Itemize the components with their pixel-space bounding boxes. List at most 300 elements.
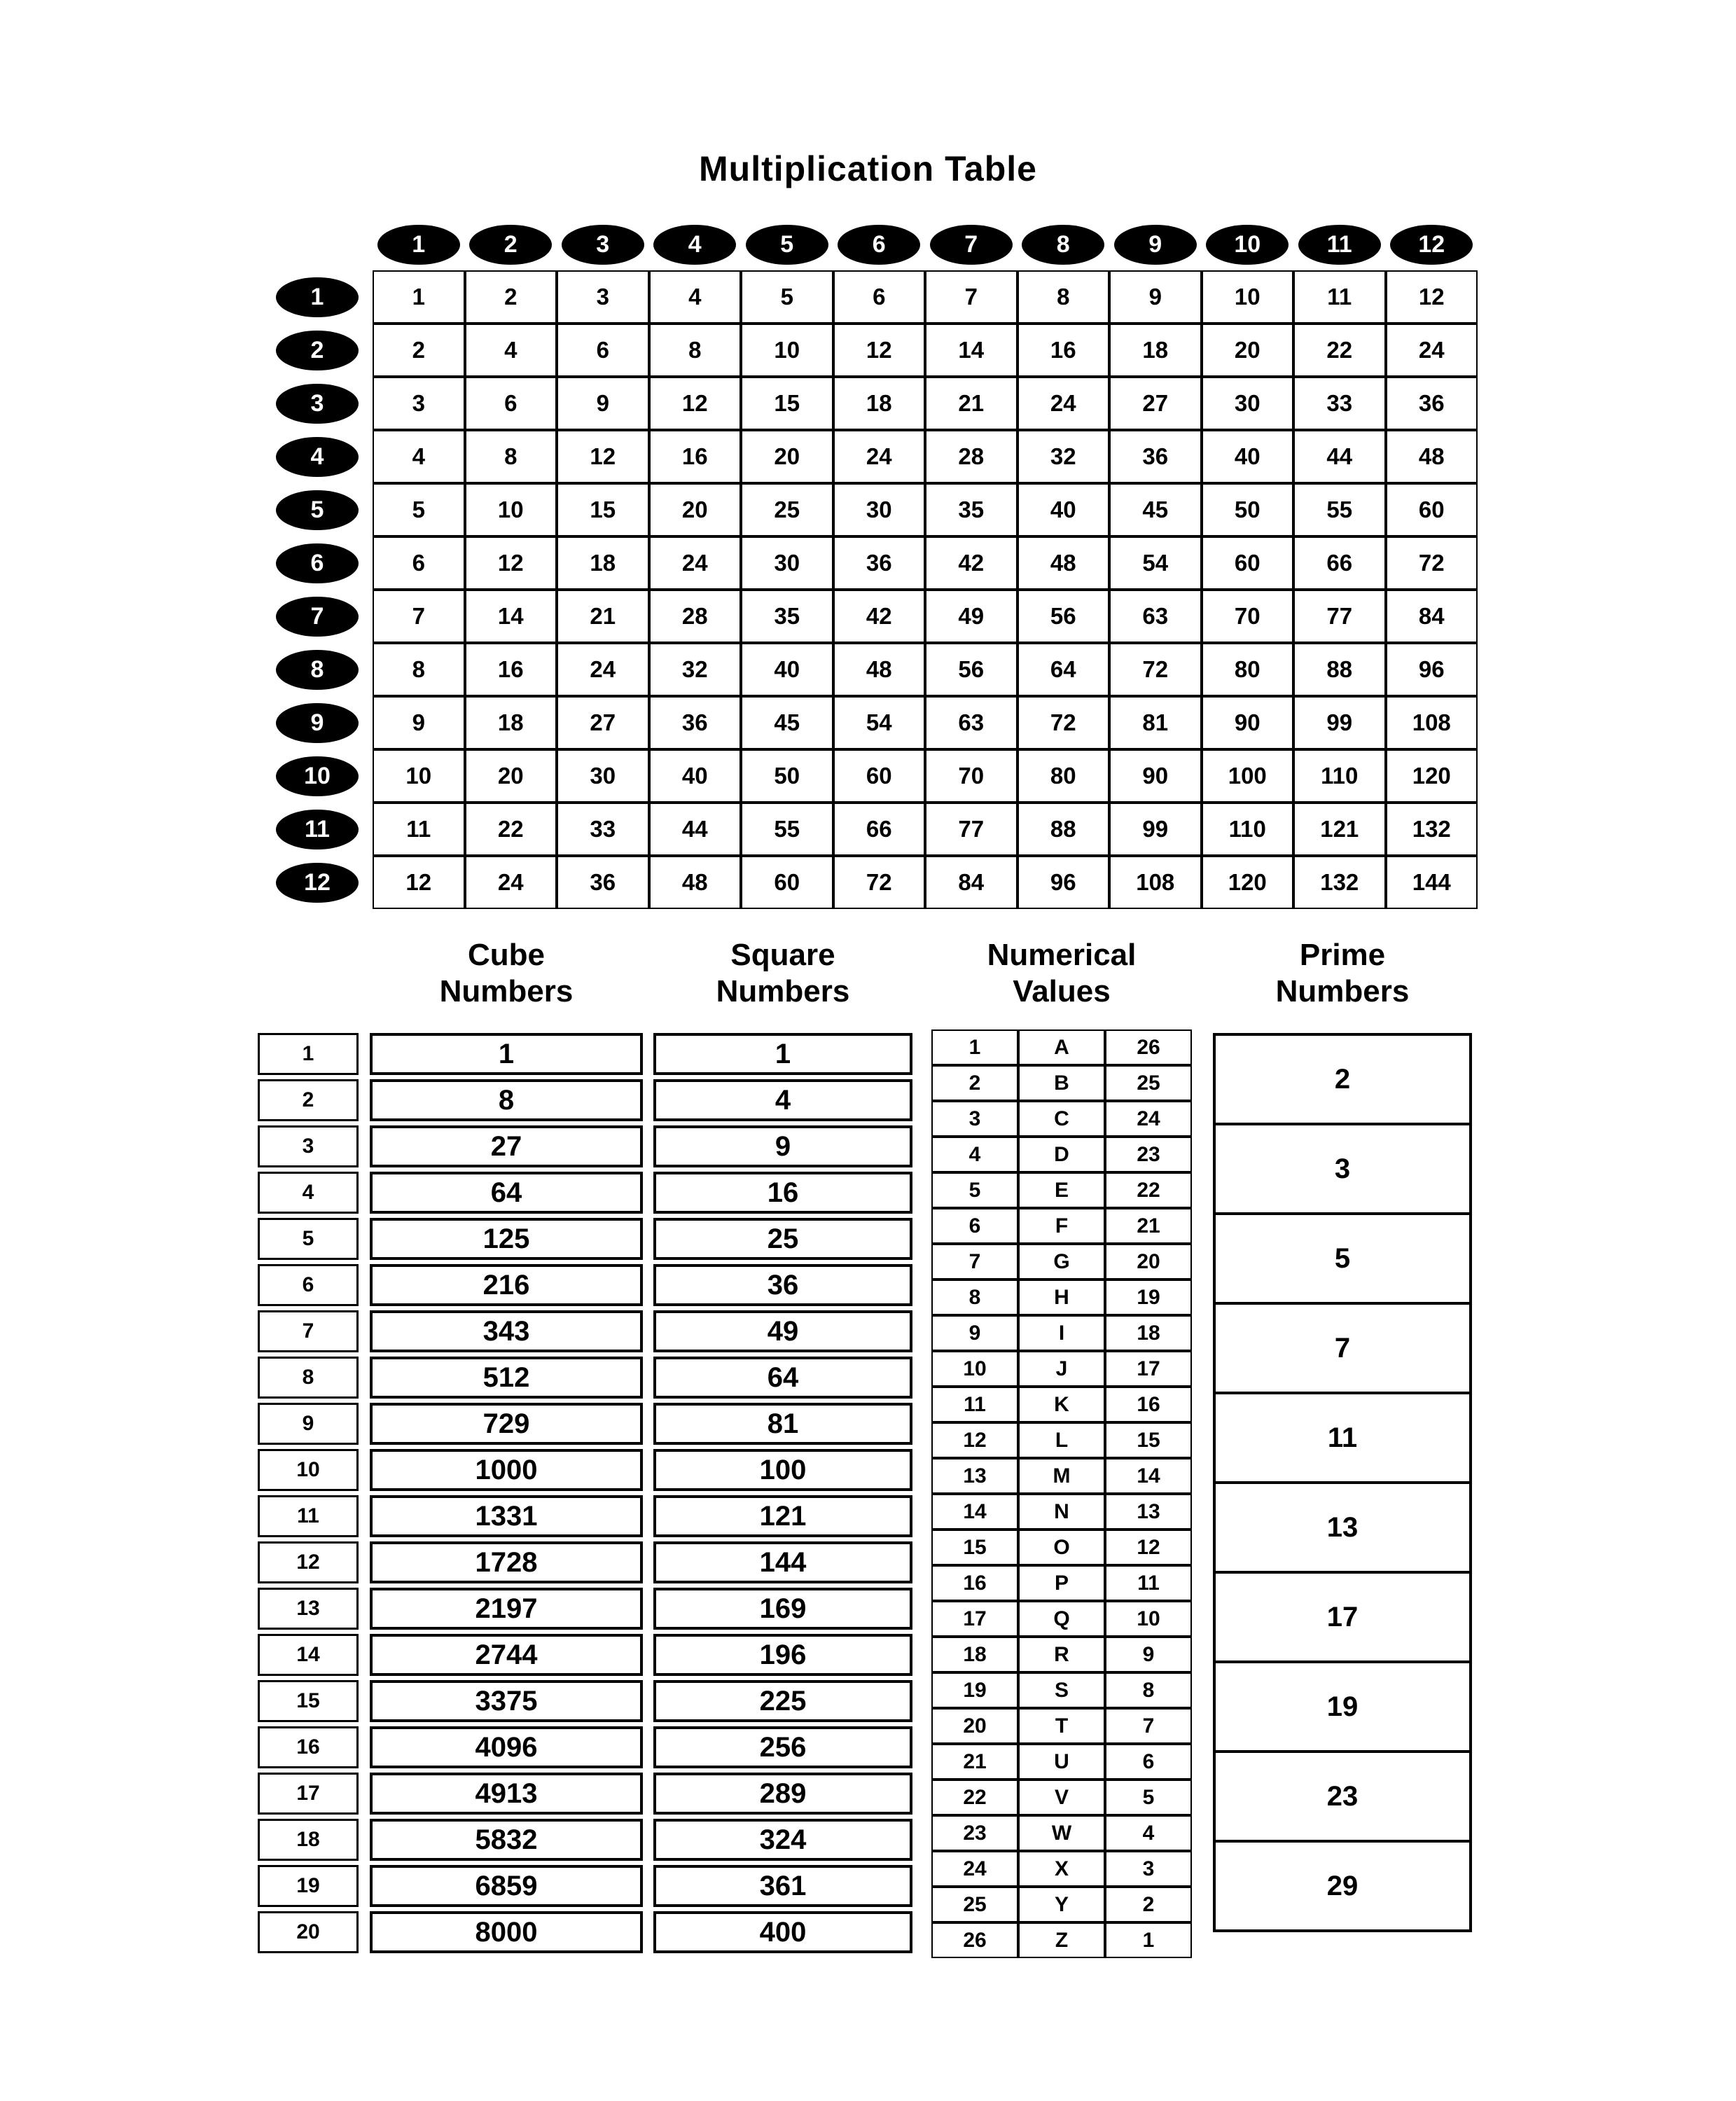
mult-cell: 16 (1018, 324, 1110, 377)
mult-cell: 5 (373, 483, 465, 536)
row-header-oval: 1 (276, 277, 359, 317)
mult-cell: 108 (1109, 856, 1202, 909)
index-cell: 1 (258, 1033, 359, 1075)
square-cell: 144 (653, 1541, 912, 1583)
numerical-cell: B (1018, 1065, 1105, 1101)
numerical-cell: 20 (1105, 1244, 1192, 1280)
numerical-cell: X (1018, 1851, 1105, 1887)
numerical-cell: 25 (931, 1887, 1018, 1922)
numerical-cell: J (1018, 1351, 1105, 1387)
numerical-cell: T (1018, 1708, 1105, 1744)
index-cell: 14 (258, 1634, 359, 1676)
index-cell: 4 (258, 1172, 359, 1214)
mult-cell: 14 (925, 324, 1018, 377)
mult-cell: 45 (741, 696, 833, 749)
row-header-oval: 7 (276, 597, 359, 637)
mult-cell: 9 (1109, 270, 1202, 324)
mult-cell: 9 (373, 696, 465, 749)
numerical-cell: 24 (931, 1851, 1018, 1887)
numerical-cell: 21 (931, 1744, 1018, 1780)
cube-numbers-header (370, 937, 643, 1010)
square-cell: 289 (653, 1773, 912, 1815)
mult-cell: 96 (1386, 643, 1478, 696)
numerical-cell: 4 (931, 1137, 1018, 1172)
index-cell: 12 (258, 1541, 359, 1583)
cube-cell: 2197 (370, 1588, 643, 1630)
row-header-oval: 10 (276, 756, 359, 796)
mult-cell: 40 (741, 643, 833, 696)
index-cell: 20 (258, 1911, 359, 1953)
row-oval-slot (265, 536, 370, 590)
mult-cell: 3 (557, 270, 649, 324)
square-cell: 324 (653, 1819, 912, 1861)
mult-cell: 48 (649, 856, 742, 909)
mult-cell: 12 (465, 536, 557, 590)
mult-cell: 32 (649, 643, 742, 696)
index-cell: 2 (258, 1079, 359, 1121)
col-header-oval: 12 (1390, 225, 1473, 265)
numerical-cell: 19 (1105, 1280, 1192, 1315)
prime-numbers-header (1213, 937, 1472, 1010)
prime-cell: 13 (1213, 1481, 1472, 1574)
numerical-cell: 10 (931, 1351, 1018, 1387)
mult-cell: 10 (741, 324, 833, 377)
cube-cell: 4096 (370, 1726, 643, 1768)
cube-cell: 216 (370, 1264, 643, 1306)
mult-cell: 24 (649, 536, 742, 590)
mult-cell: 45 (1109, 483, 1202, 536)
mult-cell: 10 (465, 483, 557, 536)
index-cell: 13 (258, 1588, 359, 1630)
row-oval-slot (265, 803, 370, 856)
page-title: Multiplication Table (699, 149, 1037, 188)
mult-cell: 27 (557, 696, 649, 749)
mult-cell: 56 (1018, 590, 1110, 643)
numerical-cell: 2 (931, 1065, 1018, 1101)
mult-cell: 99 (1109, 803, 1202, 856)
mult-cell: 84 (1386, 590, 1478, 643)
numerical-cell: 7 (1105, 1708, 1192, 1744)
numerical-cell: 12 (1105, 1530, 1192, 1565)
mult-cell: 44 (649, 803, 742, 856)
mult-cell: 88 (1018, 803, 1110, 856)
mult-cell: 72 (1386, 536, 1478, 590)
numerical-cell: 19 (931, 1672, 1018, 1708)
row-header-oval: 12 (276, 863, 359, 903)
mult-cell: 56 (925, 643, 1018, 696)
row-header-oval: 3 (276, 384, 359, 424)
cube-cell: 8000 (370, 1911, 643, 1953)
mult-cell: 16 (649, 430, 742, 483)
square-cell: 400 (653, 1911, 912, 1953)
row-header-oval: 11 (276, 810, 359, 850)
square-cell: 36 (653, 1264, 912, 1306)
numerical-cell: E (1018, 1172, 1105, 1208)
mult-cell: 55 (741, 803, 833, 856)
numerical-cell: F (1018, 1208, 1105, 1244)
mult-cell: 80 (1018, 749, 1110, 803)
mult-cell: 2 (465, 270, 557, 324)
cube-cell: 3375 (370, 1680, 643, 1722)
mult-cell: 10 (373, 749, 465, 803)
col-oval-slot (373, 221, 465, 268)
mult-cell: 6 (373, 536, 465, 590)
mult-cell: 21 (557, 590, 649, 643)
numerical-cell: 25 (1105, 1065, 1192, 1101)
mult-cell: 6 (557, 324, 649, 377)
col-header-oval: 3 (562, 225, 644, 265)
square-cell: 64 (653, 1357, 912, 1399)
square-header-line1: Square (730, 938, 835, 972)
mult-cell: 12 (557, 430, 649, 483)
mult-cell: 49 (925, 590, 1018, 643)
cube-numbers-column (370, 1033, 643, 1957)
mult-cell: 27 (1109, 377, 1202, 430)
mult-cell: 4 (649, 270, 742, 324)
cube-header-line1: Cube (468, 938, 545, 972)
numerical-cell: A (1018, 1029, 1105, 1065)
prime-cell: 11 (1213, 1392, 1472, 1484)
mult-cell: 40 (1018, 483, 1110, 536)
mult-cell: 24 (557, 643, 649, 696)
prime-header-line2: Numbers (1275, 973, 1410, 1008)
square-cell: 25 (653, 1218, 912, 1260)
col-header-oval: 8 (1022, 225, 1104, 265)
numerical-cell: C (1018, 1101, 1105, 1137)
square-cell: 100 (653, 1449, 912, 1491)
mult-cell: 54 (1109, 536, 1202, 590)
row-oval-slot (265, 643, 370, 696)
numerical-cell: U (1018, 1744, 1105, 1780)
mult-cell: 90 (1109, 749, 1202, 803)
mult-cell: 30 (833, 483, 926, 536)
mult-cell: 64 (1018, 643, 1110, 696)
mult-cell: 36 (1109, 430, 1202, 483)
mult-column-headers (373, 221, 1478, 268)
row-oval-slot (265, 483, 370, 536)
square-cell: 196 (653, 1634, 912, 1676)
numerical-cell: 13 (931, 1458, 1018, 1494)
mult-cell: 12 (649, 377, 742, 430)
col-oval-slot (1293, 221, 1386, 268)
cube-cell: 1331 (370, 1495, 643, 1537)
cube-cell: 343 (370, 1310, 643, 1352)
numerical-cell: 8 (931, 1280, 1018, 1315)
square-cell: 16 (653, 1172, 912, 1214)
col-header-oval: 7 (930, 225, 1013, 265)
col-oval-slot (465, 221, 557, 268)
index-cell: 19 (258, 1865, 359, 1907)
cube-cell: 1000 (370, 1449, 643, 1491)
mult-cell: 15 (741, 377, 833, 430)
prime-cell: 5 (1213, 1212, 1472, 1305)
square-cell: 4 (653, 1079, 912, 1121)
square-cell: 225 (653, 1680, 912, 1722)
index-cell: 16 (258, 1726, 359, 1768)
square-cell: 9 (653, 1125, 912, 1167)
numerical-values-grid (931, 1029, 1192, 1958)
numerical-cell: 10 (1105, 1601, 1192, 1637)
index-cell: 8 (258, 1357, 359, 1399)
mult-cell: 18 (557, 536, 649, 590)
numerical-cell: 3 (931, 1101, 1018, 1137)
mult-cell: 18 (833, 377, 926, 430)
mult-cell: 77 (1293, 590, 1386, 643)
numerical-cell: S (1018, 1672, 1105, 1708)
row-header-oval: 5 (276, 490, 359, 530)
cube-header-line2: Numbers (439, 973, 574, 1008)
cube-cell: 6859 (370, 1865, 643, 1907)
numerical-cell: H (1018, 1280, 1105, 1315)
mult-cell: 70 (1202, 590, 1294, 643)
mult-cell: 50 (741, 749, 833, 803)
col-oval-slot (925, 221, 1018, 268)
numerical-cell: 11 (1105, 1565, 1192, 1601)
mult-cell: 110 (1293, 749, 1386, 803)
col-oval-slot (557, 221, 649, 268)
mult-cell: 100 (1202, 749, 1294, 803)
numerical-cell: 9 (931, 1315, 1018, 1351)
numerical-cell: W (1018, 1815, 1105, 1851)
mult-cell: 28 (925, 430, 1018, 483)
mult-cell: 24 (1386, 324, 1478, 377)
mult-cell: 44 (1293, 430, 1386, 483)
mult-cell: 60 (1386, 483, 1478, 536)
numerical-cell: 4 (1105, 1815, 1192, 1851)
numerical-cell: 22 (1105, 1172, 1192, 1208)
mult-cell: 55 (1293, 483, 1386, 536)
row-oval-slot (265, 430, 370, 483)
row-oval-slot (265, 270, 370, 324)
row-oval-slot (265, 696, 370, 749)
mult-cell: 9 (557, 377, 649, 430)
index-cell: 6 (258, 1264, 359, 1306)
numerical-cell: I (1018, 1315, 1105, 1351)
numerical-cell: 6 (1105, 1744, 1192, 1780)
mult-cell: 50 (1202, 483, 1294, 536)
square-cell: 361 (653, 1865, 912, 1907)
numerical-cell: 15 (931, 1530, 1018, 1565)
cube-cell: 125 (370, 1218, 643, 1260)
mult-row-headers (265, 270, 370, 909)
numerical-cell: 7 (931, 1244, 1018, 1280)
numerical-header-line2: Values (1013, 973, 1111, 1008)
prime-cell: 19 (1213, 1660, 1472, 1753)
numerical-cell: 13 (1105, 1494, 1192, 1530)
numerical-cell: 5 (1105, 1780, 1192, 1815)
square-cell: 121 (653, 1495, 912, 1537)
row-header-oval: 9 (276, 703, 359, 743)
mult-cell: 144 (1386, 856, 1478, 909)
index-cell: 10 (258, 1449, 359, 1491)
cube-cell: 64 (370, 1172, 643, 1214)
index-cell: 15 (258, 1680, 359, 1722)
col-header-oval: 11 (1298, 225, 1381, 265)
mult-cell: 12 (833, 324, 926, 377)
mult-cell: 30 (1202, 377, 1294, 430)
mult-cell: 33 (557, 803, 649, 856)
mult-cell: 6 (833, 270, 926, 324)
mult-cell: 72 (1018, 696, 1110, 749)
mult-cell: 8 (649, 324, 742, 377)
numerical-cell: M (1018, 1458, 1105, 1494)
mult-cell: 99 (1293, 696, 1386, 749)
mult-cell: 132 (1293, 856, 1386, 909)
mult-cell: 48 (1018, 536, 1110, 590)
numerical-cell: 26 (931, 1922, 1018, 1958)
mult-cell: 21 (925, 377, 1018, 430)
mult-cell: 20 (1202, 324, 1294, 377)
prime-cell: 17 (1213, 1571, 1472, 1663)
cube-cell: 729 (370, 1403, 643, 1445)
numerical-cell: 3 (1105, 1851, 1192, 1887)
mult-cell: 36 (557, 856, 649, 909)
mult-cell: 63 (925, 696, 1018, 749)
prime-cell: 7 (1213, 1302, 1472, 1394)
mult-cell: 18 (465, 696, 557, 749)
numerical-cell: 1 (1105, 1922, 1192, 1958)
mult-cell: 54 (833, 696, 926, 749)
mult-cell: 8 (465, 430, 557, 483)
mult-cell: 36 (649, 696, 742, 749)
numerical-cell: O (1018, 1530, 1105, 1565)
numerical-header-line1: Numerical (987, 938, 1137, 972)
numerical-cell: V (1018, 1780, 1105, 1815)
mult-cell: 66 (833, 803, 926, 856)
mult-cell: 5 (741, 270, 833, 324)
numerical-cell: L (1018, 1422, 1105, 1458)
mult-cell: 20 (649, 483, 742, 536)
mult-cell: 77 (925, 803, 1018, 856)
numerical-cell: 14 (1105, 1458, 1192, 1494)
index-cell: 5 (258, 1218, 359, 1260)
mult-cell: 40 (649, 749, 742, 803)
mult-cell: 15 (557, 483, 649, 536)
numerical-cell: 16 (931, 1565, 1018, 1601)
numerical-cell: Q (1018, 1601, 1105, 1637)
numerical-cell: P (1018, 1565, 1105, 1601)
row-header-oval: 4 (276, 437, 359, 477)
mult-cell: 8 (373, 643, 465, 696)
mult-cell: 22 (1293, 324, 1386, 377)
cube-cell: 5832 (370, 1819, 643, 1861)
index-cell: 3 (258, 1125, 359, 1167)
square-header-line2: Numbers (716, 973, 850, 1008)
mult-cell: 6 (465, 377, 557, 430)
square-cell: 49 (653, 1310, 912, 1352)
mult-cell: 72 (1109, 643, 1202, 696)
mult-cell: 90 (1202, 696, 1294, 749)
mult-cell: 120 (1386, 749, 1478, 803)
index-cell: 7 (258, 1310, 359, 1352)
row-oval-slot (265, 856, 370, 909)
numerical-cell: 12 (931, 1422, 1018, 1458)
mult-cell: 24 (1018, 377, 1110, 430)
mult-cell: 4 (373, 430, 465, 483)
mult-cell: 16 (465, 643, 557, 696)
numerical-cell: G (1018, 1244, 1105, 1280)
mult-cell: 66 (1293, 536, 1386, 590)
mult-cell: 132 (1386, 803, 1478, 856)
numerical-cell: 6 (931, 1208, 1018, 1244)
square-numbers-header (653, 937, 912, 1010)
mult-cell: 60 (833, 749, 926, 803)
numerical-cell: 17 (1105, 1351, 1192, 1387)
col-oval-slot (649, 221, 742, 268)
square-cell: 169 (653, 1588, 912, 1630)
mult-cell: 120 (1202, 856, 1294, 909)
numerical-cell: 14 (931, 1494, 1018, 1530)
numerical-cell: R (1018, 1637, 1105, 1672)
mult-cell: 20 (741, 430, 833, 483)
index-cell: 11 (258, 1495, 359, 1537)
prime-cell: 3 (1213, 1123, 1472, 1215)
numerical-cell: 24 (1105, 1101, 1192, 1137)
row-oval-slot (265, 324, 370, 377)
row-header-oval: 6 (276, 543, 359, 583)
numerical-cell: 26 (1105, 1029, 1192, 1065)
numerical-cell: 2 (1105, 1887, 1192, 1922)
col-header-oval: 5 (746, 225, 828, 265)
mult-cell: 10 (1202, 270, 1294, 324)
mult-cell: 70 (925, 749, 1018, 803)
index-cell: 18 (258, 1819, 359, 1861)
mult-cell: 80 (1202, 643, 1294, 696)
mult-cell: 60 (1202, 536, 1294, 590)
mult-cell: 22 (465, 803, 557, 856)
numerical-cell: 11 (931, 1387, 1018, 1422)
mult-cell: 1 (373, 270, 465, 324)
mult-cell: 88 (1293, 643, 1386, 696)
col-header-oval: 4 (653, 225, 736, 265)
index-cell: 17 (258, 1773, 359, 1815)
cube-cell: 2744 (370, 1634, 643, 1676)
index-column (258, 1033, 359, 1957)
mult-cell: 7 (925, 270, 1018, 324)
cube-cell: 1728 (370, 1541, 643, 1583)
col-oval-slot (1202, 221, 1294, 268)
mult-cell: 3 (373, 377, 465, 430)
mult-cell: 24 (465, 856, 557, 909)
col-header-oval: 1 (377, 225, 460, 265)
numerical-cell: 16 (1105, 1387, 1192, 1422)
col-header-oval: 6 (838, 225, 920, 265)
prime-cell: 23 (1213, 1750, 1472, 1843)
col-header-oval: 10 (1206, 225, 1289, 265)
numerical-cell: N (1018, 1494, 1105, 1530)
col-header-oval: 9 (1114, 225, 1197, 265)
mult-cell: 20 (465, 749, 557, 803)
numerical-cell: 15 (1105, 1422, 1192, 1458)
mult-cell: 4 (465, 324, 557, 377)
mult-cell: 110 (1202, 803, 1294, 856)
mult-cell: 28 (649, 590, 742, 643)
mult-cell: 63 (1109, 590, 1202, 643)
cube-cell: 512 (370, 1357, 643, 1399)
mult-cell: 35 (741, 590, 833, 643)
square-cell: 81 (653, 1403, 912, 1445)
numerical-cell: 23 (1105, 1137, 1192, 1172)
col-header-oval: 2 (469, 225, 552, 265)
numerical-cell: 8 (1105, 1672, 1192, 1708)
mult-cell: 25 (741, 483, 833, 536)
mult-cell: 42 (925, 536, 1018, 590)
numerical-cell: 18 (1105, 1315, 1192, 1351)
mult-cell: 11 (373, 803, 465, 856)
square-cell: 1 (653, 1033, 912, 1075)
mult-cell: 96 (1018, 856, 1110, 909)
mult-cell: 32 (1018, 430, 1110, 483)
